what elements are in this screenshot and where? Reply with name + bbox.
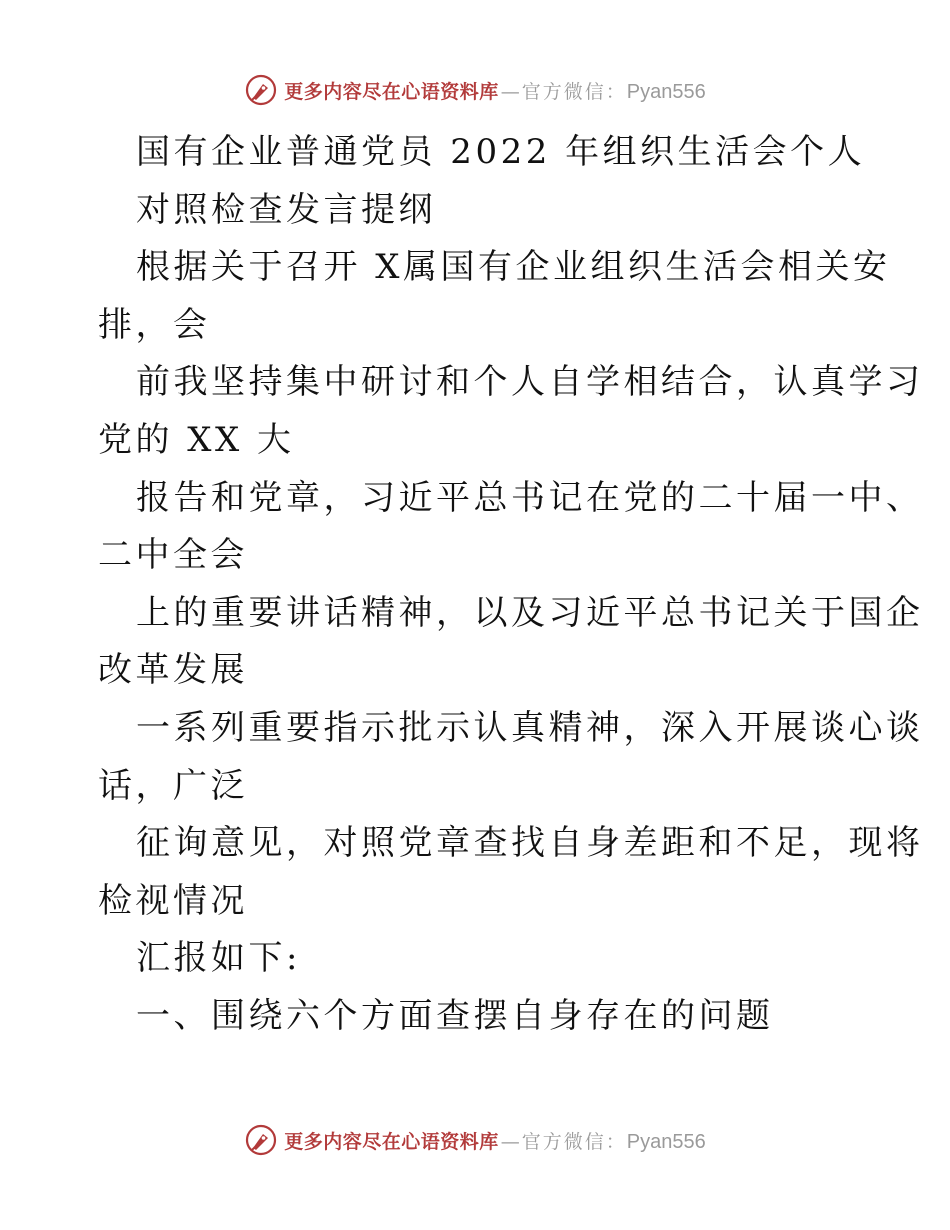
document-line: 国有企业普通党员 2022 年组织生活会个人	[136, 132, 866, 172]
watermark-main-text: 更多内容尽在心语资料库	[284, 1130, 499, 1153]
watermark-sub-text: 官方微信：	[521, 80, 627, 103]
document-line: 一、围绕六个方面查摆自身存在的问题	[136, 995, 774, 1036]
document-line: 改革发展	[98, 650, 248, 691]
document-line: 上的重要讲话精神，以及习近平总书记关于国企	[136, 592, 924, 633]
document-line: 党的 XX 大	[98, 419, 295, 460]
watermark-footer	[0, 1120, 950, 1160]
document-line: 根据关于召开 X属国有企业组织生活会相关安	[136, 247, 891, 288]
document-line: 汇报如下:	[136, 938, 301, 979]
document-line: 话，广泛	[98, 765, 248, 806]
document-line: 二中全会	[98, 535, 248, 576]
watermark-dash: —	[500, 1130, 520, 1153]
document-line: 征询意见，对照党章查找自身差距和不足，现将	[136, 823, 924, 864]
pen-nib-circle-icon	[244, 73, 278, 107]
watermark-header	[0, 70, 950, 110]
watermark-wechat-id: Pyan556	[626, 1130, 706, 1153]
pen-nib-circle-icon	[244, 1123, 278, 1157]
watermark-sub-text: 官方微信：	[521, 1130, 627, 1153]
document-line: 排，会	[98, 304, 211, 345]
watermark-dash: —	[500, 80, 520, 103]
document-line: 一系列重要指示批示认真精神，深入开展谈心谈	[136, 707, 924, 748]
document-line: 检视情况	[98, 880, 248, 921]
document-line: 报告和党章，习近平总书记在党的二十届一中、	[136, 477, 924, 518]
watermark-wechat-id: Pyan556	[626, 80, 706, 103]
document-line: 对照检查发言提纲	[136, 189, 436, 230]
document-body	[98, 124, 924, 1046]
watermark-main-text: 更多内容尽在心语资料库	[284, 80, 499, 103]
document-line: 前我坚持集中研讨和个人自学相结合，认真学习	[136, 362, 924, 403]
